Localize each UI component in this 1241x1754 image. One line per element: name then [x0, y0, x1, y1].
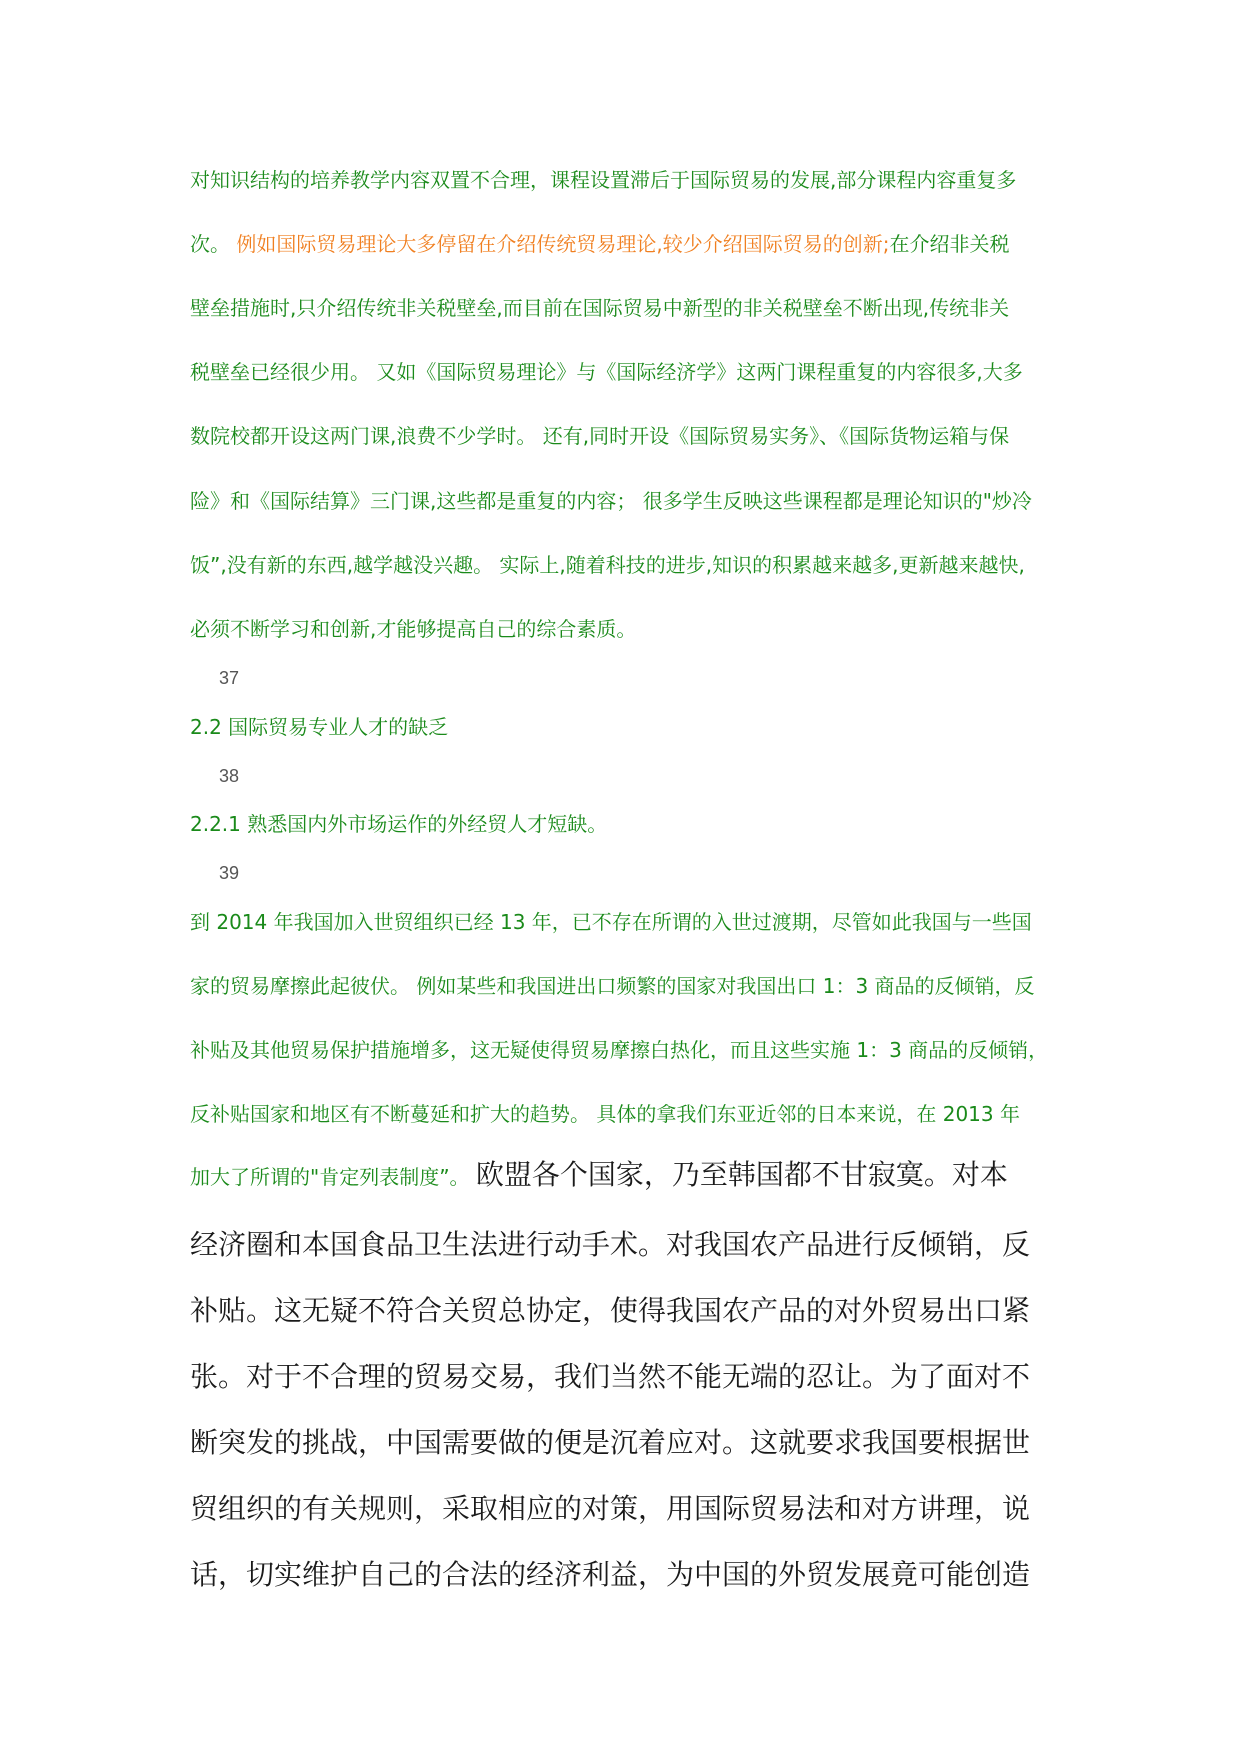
section-heading-2-2: 2.2 国际贸易专业人才的缺乏	[190, 715, 449, 739]
paragraph2-line5	[190, 1160, 1070, 1192]
paragraph1-line2	[190, 229, 1070, 259]
serif-line-5: 贸组织的有关规则，采取相应的对策，用国际贸易法和对方讲理，说	[190, 1492, 1031, 1525]
paragraph1-line1: 对知识结构的培养教学内容双置不合理，课程设置滞后于国际贸易的发展,部分课程内容重复多	[190, 168, 1017, 192]
serif-line-2: 补贴。这无疑不符合关贸总协定，使得我国农产品的对外贸易出口紧	[190, 1294, 1031, 1327]
paragraph2-line3: 补贴及其他贸易保护措施增多，这无疑使得贸易摩擦白热化，而且这些实施 1：3 商品的反倾销，	[190, 1038, 1049, 1062]
paragraph1-line5: 数院校都开设这两门课,浪费不少学时。 还有,同时开设《国际贸易实务》、《国际货物运箱与保	[190, 424, 1010, 448]
serif-line-6: 话，切实维护自己的合法的经济利益，为中国的外贸发展竟可能创造	[190, 1558, 1031, 1591]
paragraph1-line3: 壁垒措施时,只介绍传统非关税壁垒,而目前在国际贸易中新型的非关税壁垒不断出现,传统非关	[190, 296, 1010, 320]
paragraph-marker-39: 39	[219, 863, 240, 883]
paragraph2-line4: 反补贴国家和地区有不断蔓延和扩大的趋势。 具体的拿我们东亚近邻的日本来说，在 2013 年	[190, 1102, 1020, 1126]
paragraph1-line2-start: 次。	[190, 232, 230, 256]
section-heading-2-2-1: 2.2.1 熟悉国内外市场运作的外经贸人才短缺。	[190, 812, 608, 836]
serif-line-3: 张。对于不合理的贸易交易，我们当然不能无端的忍让。为了面对不	[190, 1360, 1031, 1393]
paragraph1-line6: 险》和《国际结算》三门课,这些都是重复的内容； 很多学生反映这些课程都是理论知识的"炒冷	[190, 489, 1032, 513]
serif-line-1: 经济圈和本国食品卫生法进行动手术。对我国农产品进行反倾销，反	[190, 1228, 1031, 1261]
serif-line-4: 断突发的挑战，中国需要做的便是沉着应对。这就要求我国要根据世	[190, 1426, 1031, 1459]
paragraph1-line2-end: 在介绍非关税	[889, 232, 1010, 256]
paragraph2-line5-serif: 欧盟各个国家，乃至韩国都不甘寂寞。对本	[475, 1158, 1008, 1191]
paragraph1-highlight-text: 例如国际贸易理论大多停留在介绍传统贸易理论,较少介绍国际贸易的创新;	[236, 232, 890, 256]
paragraph2-line5-green: 加大了所谓的"肯定列表制度”。	[190, 1165, 470, 1189]
paragraph-marker-38: 38	[219, 766, 240, 786]
paragraph2-line1: 到 2014 年我国加入世贸组织已经 13 年，已不存在所谓的入世过渡期，尽管如此我国与一些国	[190, 910, 1032, 934]
paragraph-marker-37: 37	[219, 668, 240, 688]
paragraph1-line8: 必须不断学习和创新,才能够提高自己的综合素质。	[190, 617, 637, 641]
paragraph1-line7: 饭”,没有新的东西,越学越没兴趣。 实际上,随着科技的进步,知识的积累越来越多,更新越来越快,	[190, 553, 1025, 577]
paragraph2-line2: 家的贸易摩擦此起彼伏。 例如某些和我国进出口频繁的国家对我国出口 1：3 商品的反倾销，反	[190, 974, 1035, 998]
paragraph1-line4: 税壁垒已经很少用。 又如《国际贸易理论》与《国际经济学》这两门课程重复的内容很多,大多	[190, 360, 1023, 384]
